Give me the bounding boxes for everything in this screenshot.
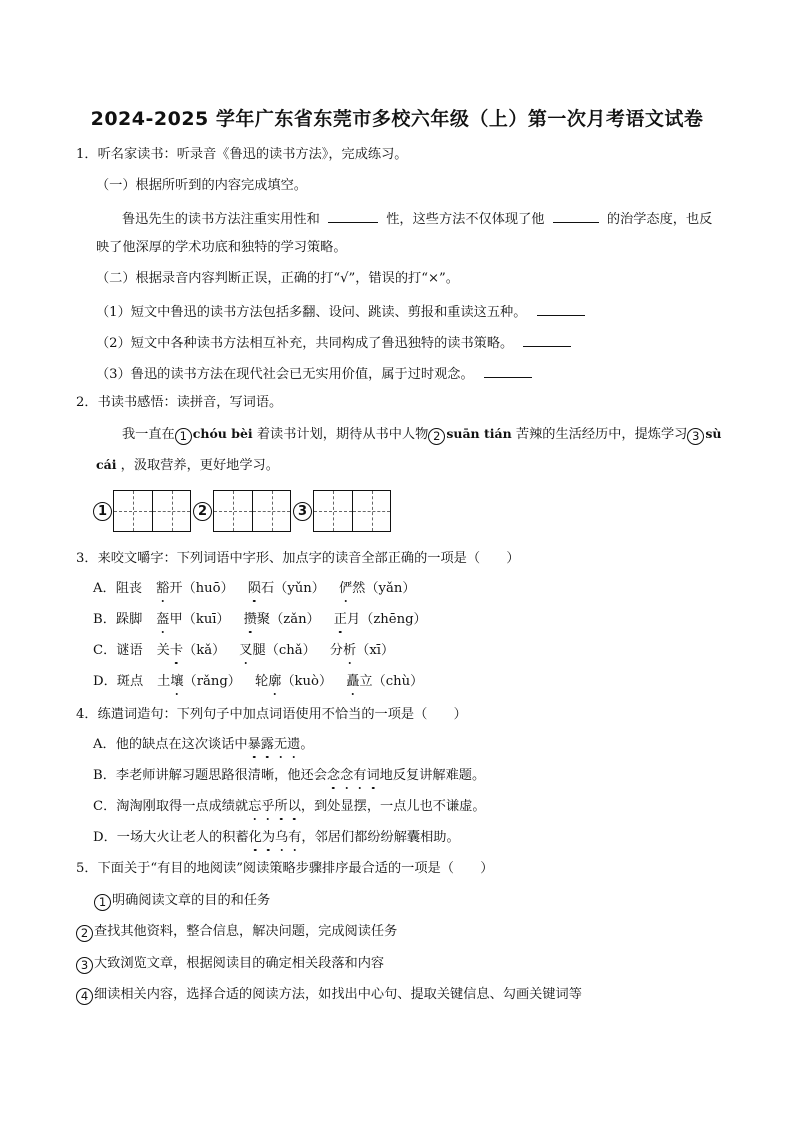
q2-sentence-line2	[96, 456, 279, 475]
dotted-char: 陨	[247, 581, 261, 596]
sentence-text: C．淘淘刚取得一点成绩就	[93, 799, 249, 814]
step-number: 2	[76, 925, 93, 942]
q2-text-c: 苦辣的生活经历中，提炼学习	[515, 427, 688, 442]
q3-option-a	[93, 580, 416, 598]
q2-num-1: 1	[175, 428, 192, 445]
q1-fill-sentence	[122, 208, 712, 229]
q2-grid-3[interactable]	[313, 490, 391, 532]
dotted-char: 词	[366, 768, 380, 783]
dotted-char: 化	[248, 830, 262, 845]
dotted-char: 有	[288, 830, 302, 845]
q4-option-c	[93, 798, 486, 816]
word: 土	[157, 674, 171, 689]
dotted-char: 无	[273, 737, 288, 752]
q1-judge-3-text: （3）鲁迅的读书方法在现代社会已无实用价值，属于过时观念。	[96, 367, 474, 382]
q4-option-a	[93, 736, 314, 754]
word: 立（chù）	[359, 674, 424, 689]
sentence-text: D．一场大火让老人的积蓄	[93, 830, 249, 845]
grid-cell[interactable]	[152, 491, 190, 531]
option-label: B．	[93, 612, 116, 627]
word: 谜语	[116, 643, 143, 658]
word: 石（yǔn）	[260, 581, 325, 596]
grid-cell[interactable]	[252, 491, 290, 531]
dotted-char: 卡	[169, 643, 184, 658]
word: 关	[156, 643, 170, 658]
grid-cell[interactable]	[352, 491, 390, 531]
dotted-char: 俨	[338, 581, 353, 596]
dotted-char: 念	[340, 768, 354, 783]
dotted-char: 攒	[243, 612, 257, 627]
q2-writing-grids	[93, 489, 393, 533]
dotted-char: 壤	[170, 674, 184, 689]
grid-cell[interactable]	[214, 491, 252, 531]
dotted-char: 以	[287, 799, 301, 814]
q1-fill-text-b: 性，这些方法不仅体现了他	[386, 212, 545, 227]
q3-option-c	[93, 642, 394, 660]
dotted-char: 盔	[156, 612, 170, 627]
q5-step-2	[76, 923, 397, 942]
word: 甲（kuī）	[169, 612, 230, 627]
sentence-text: A．他的缺点在这次谈话中	[93, 737, 248, 752]
step-number: 3	[76, 957, 93, 974]
step-number: 1	[94, 894, 111, 911]
word: 分	[329, 643, 343, 658]
q1-judge-1-text: （1）短文中鲁迅的读书方法包括多翻、设问、跳读、剪报和重读这五种。	[96, 305, 527, 320]
q2-grid-2[interactable]	[213, 490, 291, 532]
dotted-char: 析	[342, 643, 357, 658]
q1-judge-1	[96, 301, 585, 322]
q2-text-d: ，汲取营养，更好地学习。	[120, 458, 279, 473]
step-text: 明确阅读文章的目的和任务	[112, 893, 271, 908]
q2-grid-label-1: 1	[93, 502, 112, 521]
q2-num-3: 3	[687, 428, 704, 445]
word: 聚（zǎn）	[256, 612, 320, 627]
q1-judge-2-blank[interactable]	[523, 332, 571, 347]
q2-stem: 2．书读书感悟：读拼音，写词语。	[76, 395, 283, 410]
dotted-char: 廓	[268, 674, 282, 689]
sentence-text: ，邻居们都纷纷解囊相助。	[301, 830, 460, 845]
sentence-text: B．李老师讲解习题思路很清晰，他还会	[93, 768, 327, 783]
page-title: 2024-2025 学年广东省东莞市多校六年级（上）第一次月考语文试卷	[90, 108, 704, 130]
q2-pinyin-3b: cái	[96, 457, 117, 472]
q1-part1-heading: （一）根据所听到的内容完成填空。	[96, 178, 307, 193]
dotted-char: 豁	[156, 581, 170, 596]
q1-fill-text-a: 鲁迅先生的读书方法注重实用性和	[122, 212, 320, 227]
q1-fill-sentence-line2: 映了他深厚的学术功底和独特的学习策略。	[96, 240, 347, 255]
q5-step-3	[76, 955, 384, 974]
dotted-char: 矗	[346, 674, 360, 689]
dotted-char: 叉	[239, 643, 253, 658]
step-number: 4	[76, 988, 93, 1005]
sentence-text: ，到处显摆，一点儿也不谦虚。	[300, 799, 486, 814]
dotted-char: 所	[274, 799, 288, 814]
word: 阻丧	[115, 581, 143, 596]
option-label: A．	[93, 581, 116, 596]
q5-stem: 5．下面关于“有目的地阅读”阅读策略步骤排序最合适的一项是（ ）	[76, 861, 494, 876]
dotted-char: 为	[261, 830, 276, 845]
option-label: C．	[93, 643, 117, 658]
step-text: 查找其他资料，整合信息，解决问题，完成阅读任务	[94, 924, 398, 939]
word: 月（zhēng）	[346, 612, 427, 627]
q2-text-a: 我一直在	[122, 427, 175, 442]
q2-num-2: 2	[428, 428, 445, 445]
word: 轮	[255, 674, 269, 689]
q2-sentence	[122, 425, 721, 445]
q2-text-b: 着读书计划，期待从书中人物	[256, 427, 429, 442]
q3-stem: 3．来咬文嚼字：下列词语中字形、加点字的读音全部正确的一项是（ ）	[76, 551, 520, 566]
step-text: 细读相关内容，选择合适的阅读方法，如找出中心句、提取关键信息、勾画关键词等	[94, 987, 582, 1002]
word: 斑点	[116, 674, 144, 689]
q2-grid-1[interactable]	[113, 490, 191, 532]
q1-blank-2[interactable]	[553, 208, 599, 223]
sentence-text: 。	[300, 737, 314, 752]
dotted-char: 乌	[275, 830, 289, 845]
dotted-char: 遗	[287, 737, 301, 752]
q2-pinyin-2: suān tián	[446, 426, 512, 441]
q1-stem: 1．听名家读书：听录音《鲁迅的读书方法》，完成练习。	[76, 147, 408, 162]
q4-option-d	[93, 829, 460, 847]
word: （kuò）	[281, 674, 333, 689]
dotted-char: 正	[333, 612, 347, 627]
step-text: 大致浏览文章，根据阅读目的确定相关段落和内容	[94, 956, 385, 971]
q2-grid-label-2: 2	[193, 502, 212, 521]
q2-pinyin-1: chóu bèi	[192, 426, 253, 441]
q1-blank-1[interactable]	[328, 208, 378, 223]
word: 开（huō）	[169, 581, 234, 596]
dotted-char: 有	[353, 768, 367, 783]
dotted-char: 暴	[247, 737, 261, 752]
q3-option-d	[93, 673, 423, 691]
q1-judge-2	[96, 332, 571, 353]
q4-stem: 4．练遣词造句：下列句子中加点词语使用不恰当的一项是（ ）	[76, 707, 467, 722]
word: 腿（chǎ）	[252, 643, 316, 658]
dotted-char: 忘	[248, 799, 262, 814]
q1-judge-2-text: （2）短文中各种读书方法相互补充，共同构成了鲁迅独特的读书策略。	[96, 336, 514, 351]
q5-step-4	[76, 986, 582, 1005]
word: 然（yǎn）	[352, 581, 416, 596]
grid-cell[interactable]	[314, 491, 352, 531]
q4-option-b	[93, 767, 485, 785]
word: （xī）	[356, 643, 395, 658]
q5-step-1	[94, 892, 270, 911]
dotted-char: 露	[260, 737, 274, 752]
option-label: D．	[93, 674, 117, 689]
q2-pinyin-3a: sù	[705, 426, 722, 441]
q1-judge-3-blank[interactable]	[484, 363, 532, 378]
grid-cell[interactable]	[114, 491, 152, 531]
word: 跺脚	[115, 612, 143, 627]
q1-fill-text-c: 的治学态度，也反	[606, 212, 713, 227]
q3-option-b	[93, 611, 427, 629]
word: （kǎ）	[183, 643, 226, 658]
dotted-char: 乎	[261, 799, 275, 814]
q1-judge-3	[96, 363, 532, 384]
q2-grid-label-3: 3	[293, 502, 312, 521]
q1-judge-1-blank[interactable]	[537, 301, 585, 316]
dotted-char: 念	[326, 768, 341, 783]
word: （rǎng）	[183, 674, 241, 689]
q1-part2-heading: （二）根据录音内容判断正误，正确的打“√”，错误的打“×”。	[96, 271, 459, 286]
sentence-text: 地反复讲解难题。	[379, 768, 486, 783]
